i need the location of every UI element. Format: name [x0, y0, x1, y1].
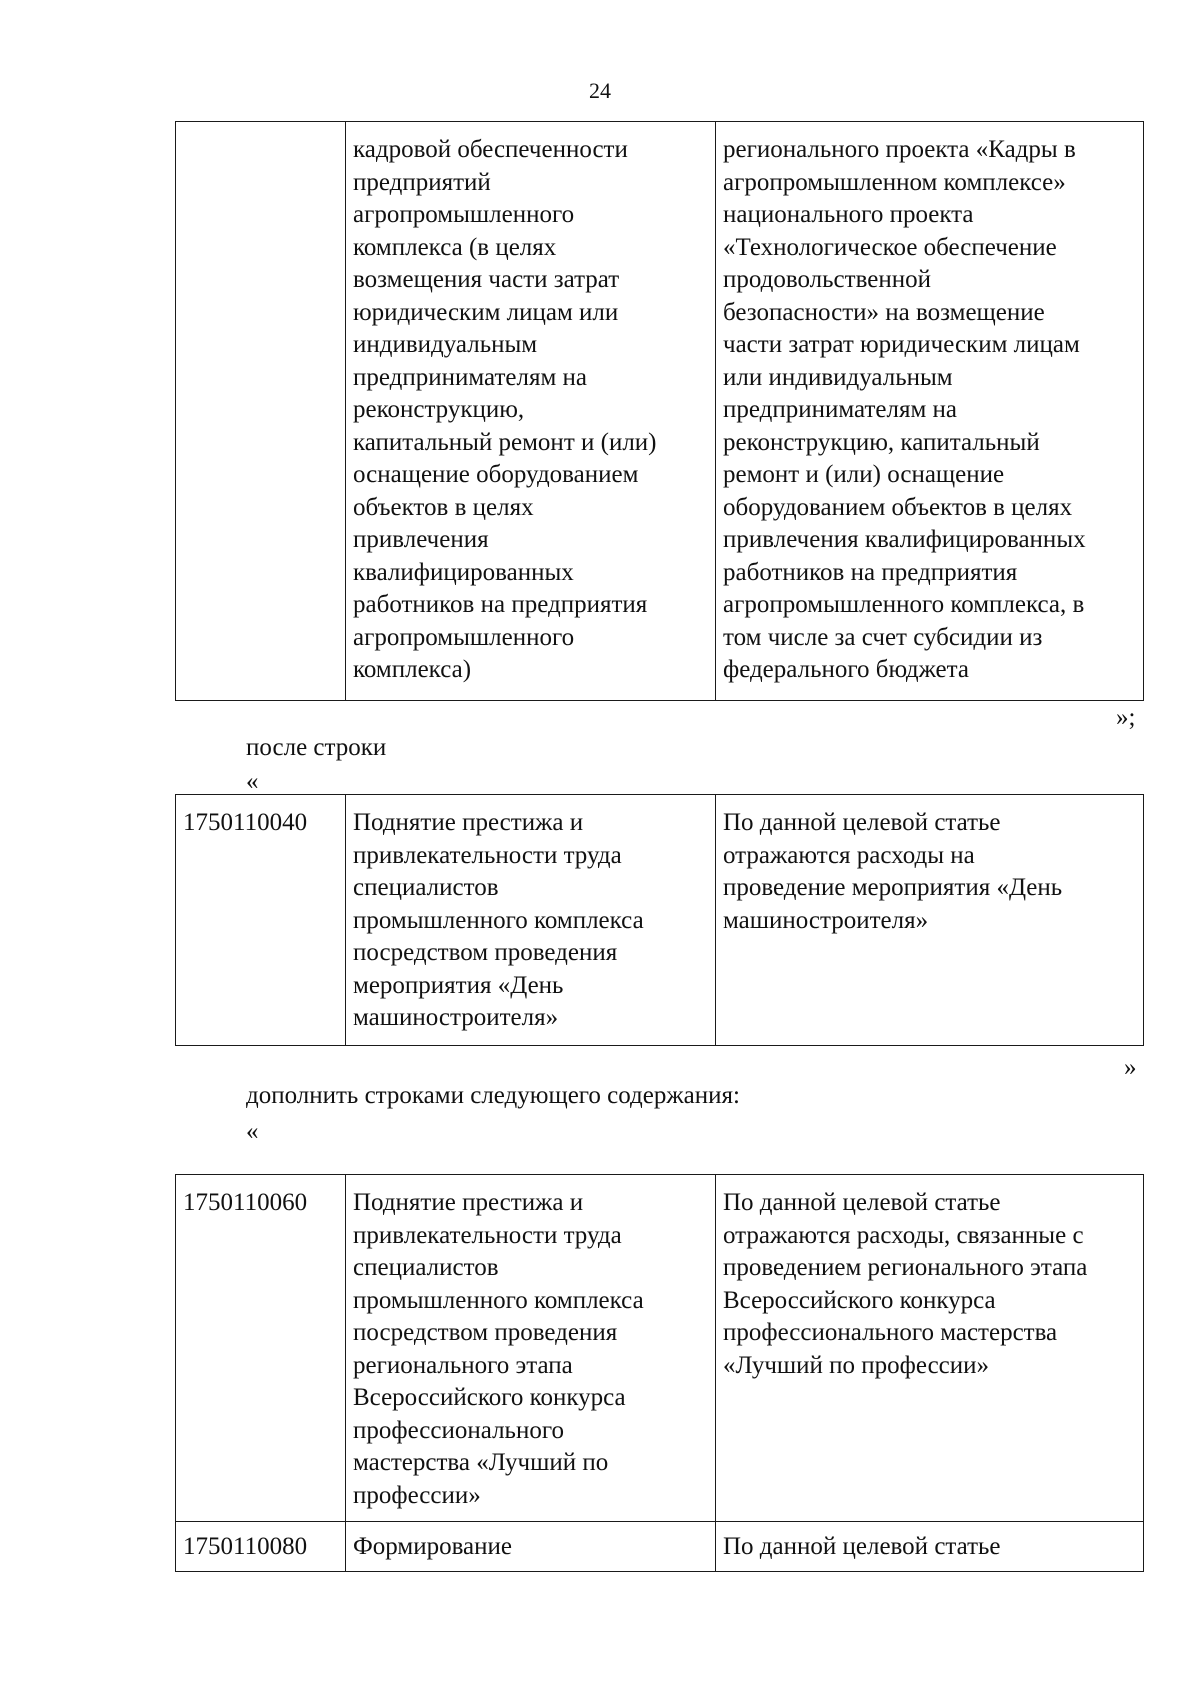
code-cell	[176, 122, 346, 701]
closing-quote: »	[1124, 1054, 1137, 1081]
table-row	[176, 122, 1144, 701]
description-cell: регионального проекта «Кадры в агропромышленном комплексе» национального проекта «Технологическое обеспечение продовольственной безопасности» на возмещение части затрат юридическим лицам или индивидуальным предпринимателям на реконструкцию, капитальный ремонт и (или) оснащение оборудованием объектов в целях привлечения квалифицированных работников на предприятия агропромышленного комплекса, в том числе за счет субсидии из федерального бюджета	[716, 122, 1144, 701]
opening-quote: «	[246, 768, 259, 795]
description-cell: По данной целевой статье	[716, 1522, 1144, 1572]
instruction-text-supplement: дополнить строками следующего содержания:	[246, 1082, 740, 1109]
code-cell: 1750110040	[176, 795, 346, 1046]
description-cell: По данной целевой статье отражаются расходы на проведение мероприятия «День машиностроителя»	[716, 795, 1144, 1046]
page-number: 24	[589, 78, 611, 103]
budget-table-reference-row	[175, 794, 1144, 1046]
description-cell: По данной целевой статье отражаются расходы, связанные с проведением регионального этапа Всероссийского конкурса профессионального мастерства «Лучший по профессии»	[716, 1175, 1144, 1522]
closing-quote: »;	[1116, 704, 1136, 731]
table-row	[176, 1175, 1144, 1522]
code-cell: 1750110060	[176, 1175, 346, 1522]
name-cell: Поднятие престижа и привлекательности труда специалистов промышленного комплекса посредством проведения мероприятия «День машиностроителя»	[346, 795, 716, 1046]
opening-quote: «	[246, 1118, 259, 1145]
budget-table-continuation	[175, 121, 1144, 701]
code-cell: 1750110080	[176, 1522, 346, 1572]
name-cell: кадровой обеспеченности предприятий агропромышленного комплекса (в целях возмещения части затрат юридическим лицам или индивидуальным предпринимателям на реконструкцию, капитальный ремонт и (или) оснащение оборудованием объектов в целях привлечения квалифицированных работников на предприятия агропромышленного комплекса)	[346, 122, 716, 701]
budget-table-new-rows	[175, 1174, 1144, 1572]
instruction-text-after-row: после строки	[246, 734, 387, 761]
name-cell: Формирование	[346, 1522, 716, 1572]
table-row	[176, 795, 1144, 1046]
table-row	[176, 1522, 1144, 1572]
name-cell: Поднятие престижа и привлекательности труда специалистов промышленного комплекса посредством проведения регионального этапа Всероссийского конкурса профессионального мастерства «Лучший по профессии»	[346, 1175, 716, 1522]
